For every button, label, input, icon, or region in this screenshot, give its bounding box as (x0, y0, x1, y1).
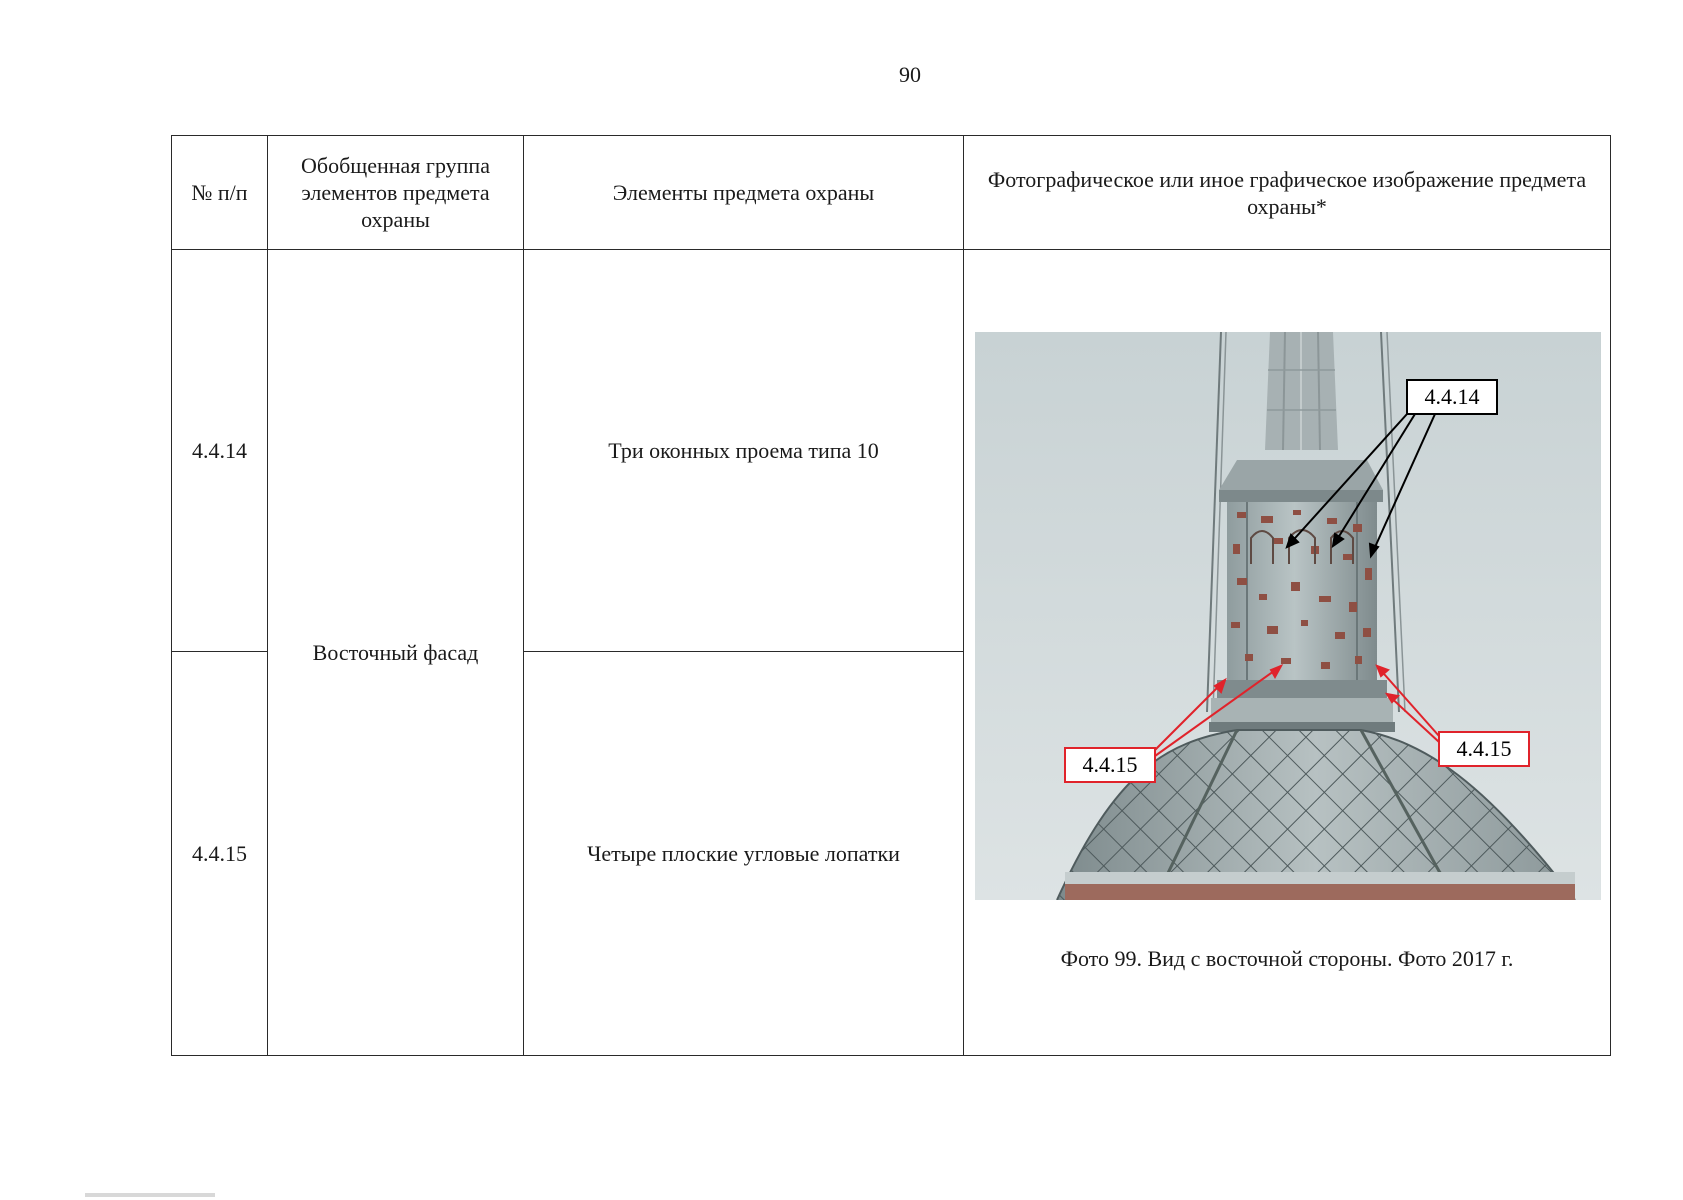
callout-label-4415-right: 4.4.15 (1456, 736, 1512, 761)
group-cell: Восточный фасад (268, 250, 524, 1056)
callout-label-4415-left: 4.4.15 (1082, 752, 1138, 777)
row-number: 4.4.15 (172, 652, 268, 1056)
element-cell: Четыре плоские угловые лопатки (524, 652, 964, 1056)
row-number: 4.4.14 (172, 250, 268, 652)
header-group: Обобщенная группа элементов предмета охраны (268, 136, 524, 250)
table-row (172, 250, 1611, 652)
photo-east-view (975, 332, 1601, 900)
heritage-table (171, 135, 1611, 1056)
page-number: 90 (899, 62, 921, 87)
scan-artifact (85, 1193, 215, 1197)
callout-label-4414: 4.4.14 (1424, 384, 1480, 409)
photo-caption: Фото 99. Вид с восточной стороны. Фото 2017 г. (1060, 946, 1514, 971)
dome-photo-image (975, 332, 1601, 900)
element-cell: Три оконных проема типа 10 (524, 250, 964, 652)
header-elements: Элементы предмета охраны (524, 136, 964, 250)
header-num: № п/п (172, 136, 268, 250)
photo-cell (964, 250, 1611, 1056)
header-photo: Фотографическое или иное графическое изображение предмета охраны* (964, 136, 1611, 250)
table-header-row (172, 136, 1611, 250)
